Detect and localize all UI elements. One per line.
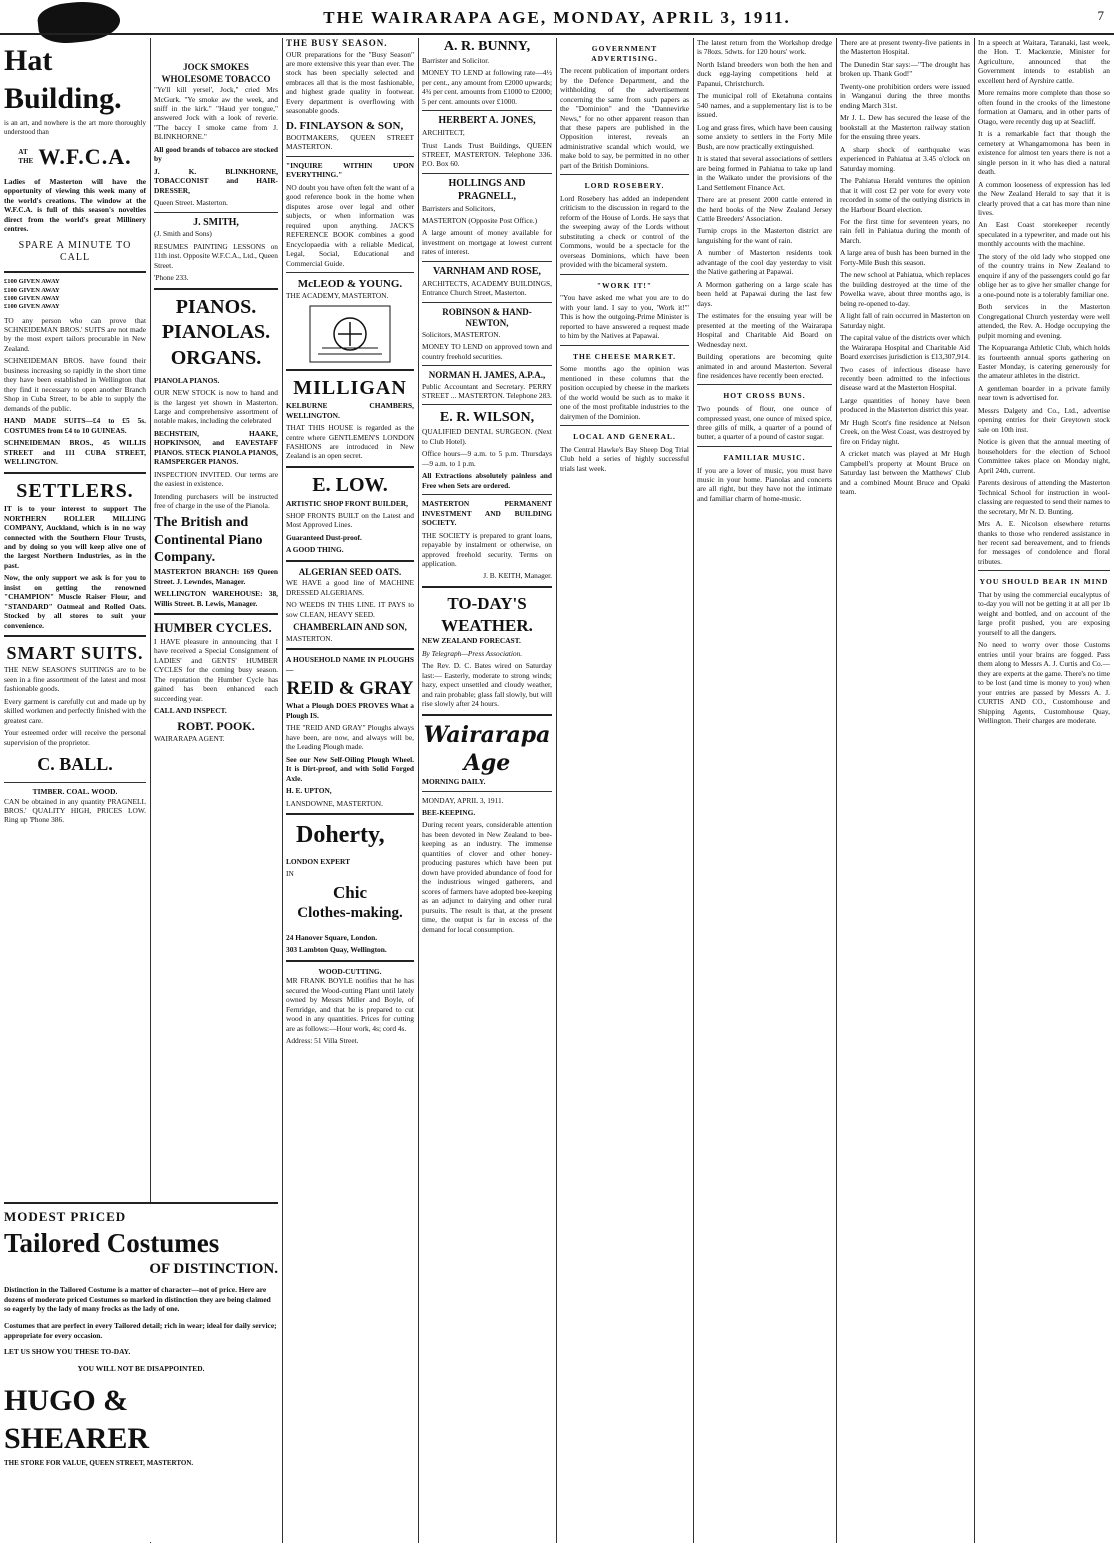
- pragnell-text: CAN be obtained in any quantity PRAGNELL BROS.' QUALITY HIGH, PRICES LOW. Ring up 'Phone 386.: [4, 796, 146, 825]
- jones-address: Trust Lands Trust Buildings, QUEEN STREET, MASTERTON. Telephone 336. P.O. Box 60.: [422, 140, 552, 169]
- news-item: An East Coast storekeeper recently speculated in a typewriter, and made out his monthly accounts with the machine.: [978, 220, 1110, 249]
- mcleod-title: McLEOD & YOUNG.: [297, 277, 403, 290]
- hugo-shearer-sub: THE STORE FOR VALUE, QUEEN STREET, MASTERTON.: [4, 1458, 194, 1467]
- work-it-title: "WORK IT!": [596, 280, 653, 290]
- norman-sub: Public Accountant and Secretary. PERRY STREET ... MASTERTON. Telephone 283.: [422, 381, 552, 401]
- settlers-body: IT is to your interest to support The NORTHERN ROLLER MILLING COMPANY, Auckland, which is in no way connected with the Southern Flour Trusts, and by doing so you will keep alive one of the largest Northern Industries, as in the past.: [4, 504, 146, 570]
- doherty-address-1: 24 Hanover Square, London.: [286, 932, 378, 942]
- news-item: Turnip crops in the Masterton district are languishing for the want of rain.: [697, 226, 832, 245]
- news-item: Parents desirous of attending the Masterton Technical School for instruction in wool-classing are requested to send their names to the secretary, Mr N. D. Bunting.: [978, 478, 1110, 516]
- masthead-title: THE WAIRARAPA AGE, MONDAY, APRIL 3, 1911.: [323, 8, 791, 27]
- crest-icon: [308, 304, 392, 364]
- news-item: More remains more complete than those so often found in the crooks of the limestone formation at Oamaru, and in other parts of Otago, were recently dug up at Seacliff.: [978, 88, 1110, 126]
- wilson-sub: QUALIFIED DENTAL SURGEON. (Next to Club Hotel).: [422, 427, 552, 446]
- busy-season-title: THE BUSY SEASON.: [286, 38, 388, 48]
- column-rule: [693, 38, 694, 1543]
- doherty-title: Doherty,: [296, 822, 385, 849]
- schneideman-text-4: SCHNEIDEMAN BROS., 45 WILLIS STREET and 111 CUBA STREET, WELLINGTON.: [4, 438, 146, 467]
- schneideman-text-1: TO any person who can prove that SCHNEIDEMAN BROS.' SUITS are not made by the most expert tailors procurable in New Zealand.: [4, 315, 146, 353]
- bunny-body: MONEY TO LEND at following rate—4½ per cent., any amount from £2000 upwards; 4¾ per cent. amounts from £1000 to £2000; 5 per cent. amounts over £1000.: [422, 68, 552, 106]
- smart-suits-title: SMART SUITS.: [6, 643, 144, 664]
- column-8: [978, 38, 1110, 1543]
- clothes-making: Clothes-making.: [297, 904, 403, 921]
- distinction-body: Distinction in the Tailored Costume is a matter of character—not of price. Here are dozens of moderate priced Costumes so marked in distinction they are being claimed so eagerly by the lady of many frocks as the lady of one.: [4, 1285, 271, 1314]
- weather-body: The Rev. D. C. Bates wired on Saturday last:— Easterly, moderate to strong winds; hazy, expect unsettled and cloudy weather, and rain probable; glass fall slowly, but will rise slowly after 24 hours.: [422, 661, 552, 709]
- no-weeds: NO WEEDS IN THIS LINE. IT PAYS to sow CLEAN, HEAVY SEED.: [286, 600, 414, 619]
- govt-advertising-body: The recent publication of important orders by the Defence Department, and the withholding of the advertisement concerning the same from such papers as the "Dominion" and the "Dannevirke News," for no other apparent reason than that these papers are published in the Opposition interest, reveals an administrative scandal which would, we make bold to say, be permitted in no other part of the British Dominions.: [560, 66, 689, 170]
- building-society-title: MASTERTON PERMANENT INVESTMENT AND BUILDING SOCIETY.: [422, 499, 552, 528]
- cheese-market-title: THE CHEESE MARKET.: [572, 351, 677, 361]
- wairarapa-age-title: Wairarapa Age: [423, 721, 551, 776]
- robinson-sub: Solicitors, MASTERTON.: [422, 329, 501, 339]
- piano-body-2: Intending purchasers will be instructed free of charge in the use of the Pianola.: [154, 491, 278, 511]
- of-distinction: OF DISTINCTION.: [149, 1261, 278, 1278]
- jock-stocked: All good brands of tobacco are stocked by: [154, 144, 278, 164]
- news-item: The capital value of the districts over which the Wairarapa Hospital and Charitable Aid Board exercises jurisdiction is £13,307,914.: [840, 333, 970, 362]
- boyle-body: MR FRANK BOYLE notifies that he has secured the Wood-cutting Plant until lately owned by Messrs Miller and Boyle, of Fernridge, and that he is prepared to cut wood in any quantities. Prices for cutting are as follows:—Hour work, 4s; cord 4s.: [286, 976, 414, 1033]
- news-item: A large area of bush has been burned in the Forty-Mile Bush this season.: [840, 248, 970, 267]
- news-item: The estimates for the ensuing year will be presented at the meeting of the Wairarapa Hospital and Charitable Aid Board on Wednesday next.: [697, 311, 832, 349]
- upton-title: H. E. UPTON,: [286, 786, 332, 796]
- bee-keeping-body: During recent years, considerable attention has been devoted in New Zealand to bee-keeping as an industry. The immense quantities of clover and other honey-producing pastures which have been put down have provided abundance of food for the industrious winged gatherers, and scores of farmers have adopted bee-keeping as an adjunct to dairying and other rural pursuits. The result is that, at the present time, the output is far in excess of the demand for local consumption.: [422, 820, 552, 934]
- piano-inspection: INSPECTION INVITED. Our terms are the easiest in existence.: [154, 469, 278, 489]
- distinction-body-4: YOU WILL NOT BE DISAPPOINTED.: [77, 1364, 205, 1374]
- tailored-costumes-ad: [4, 1202, 278, 1542]
- tailored-costumes: Tailored Costumes: [4, 1227, 220, 1258]
- wilson-body: All Extractions absolutely painless and Free when Sets are ordered.: [422, 471, 552, 490]
- varnham-title: VARNHAM AND ROSE,: [433, 265, 541, 277]
- news-item: There are at present twenty-five patients in the Masterton Hospital.: [840, 38, 970, 57]
- issue-date: MONDAY, APRIL 3, 1911.: [422, 795, 504, 805]
- algerian-body: WE HAVE a good line of MACHINE DRESSED ALGERIANS.: [286, 578, 414, 597]
- news-item: Notice is given that the annual meeting of householders for the election of School Committee takes place on Monday night, April 24th, current.: [978, 437, 1110, 475]
- organs-title: ORGANS.: [170, 346, 262, 369]
- rosebery-title: LORD ROSEBERY.: [584, 181, 665, 191]
- news-item: The Pahiatua Herald ventures the opinion that it will cost £2 per vote for every vote recorded in some of the outlying districts in the Harbour Board election.: [840, 176, 970, 214]
- news-item: The municipal roll of Eketahuna contains 540 names, and a supplementary list is to be issued.: [697, 91, 832, 120]
- chic-title: Chic: [333, 882, 367, 902]
- column-2: [154, 38, 278, 1198]
- news-item: It is a remarkable fact that though the cemetery at Whangamomona has been in existence for almost ten years there is not a single person in it who has died a natural death.: [978, 129, 1110, 177]
- inquire-body: NO doubt you have often felt the want of a good reference book in the home when disputes arose over legal and other subjects, or when information was required upon anything. JACK'S REFERENCE BOOK combines a good Encyclopaedia with a reliable Medical, Legal, Social, Educational and Commercial Guide.: [286, 182, 414, 268]
- milligan-sub: KELBURNE CHAMBERS, WELLINGTON.: [286, 401, 414, 420]
- boyle-address: Address: 51 Villa Street.: [286, 1035, 359, 1045]
- giveaway-3: £100 GIVEN AWAY: [4, 294, 60, 302]
- blinkhorne-address: Queen Street. Masterton.: [154, 198, 228, 208]
- british-piano-company: The British and Continental Piano Company.: [154, 514, 263, 566]
- reid-gray-sub: What a Plough DOES PROVES What a Plough IS.: [286, 701, 414, 720]
- inquire-title: "INQUIRE WITHIN UPON EVERYTHING.": [286, 160, 414, 180]
- robinson-body: MONEY TO LEND on approved town and country freehold securities.: [422, 342, 552, 361]
- smart-suits-body-3: Your esteemed order will receive the personal supervision of the proprietor.: [4, 728, 146, 747]
- pook-title: ROBT. POOK.: [177, 718, 255, 733]
- robinson-title: ROBINSON & HAND-NEWTON,: [442, 306, 532, 329]
- news-item: A cricket match was played at Mr Hugh Campbell's property at Mount Bruce on Saturday last between the Matthews' Club and a combined Mount Bruce and Opaki team.: [840, 449, 970, 497]
- column-4: [422, 38, 552, 1543]
- humber-call: CALL AND INSPECT.: [154, 706, 227, 716]
- bunny-title: A. R. BUNNY,: [443, 39, 531, 54]
- news-item: Both services in the Masterton Congregational Church yesterday were well attended, the Rev. A. Hodge occupying the pulpit morning and evening.: [978, 302, 1110, 340]
- low-title: E. LOW.: [312, 473, 388, 496]
- column-rule: [418, 38, 419, 1543]
- cball-title: C. BALL.: [37, 754, 113, 774]
- news-item: Mr Hugh Scott's fine residence at Nelson Creek, on the West Coast, was destroyed by fire on Friday night.: [840, 417, 970, 446]
- column-rule: [974, 38, 975, 1543]
- news-item: The Kopuaranga Athletic Club, which holds its fourteenth annual sports gathering on Easter Monday, is catering generously for the amateur athletes in the district.: [978, 343, 1110, 381]
- wellington-warehouse: WELLINGTON WAREHOUSE: 38, Willis Street. B. Lewis, Manager.: [154, 589, 278, 608]
- modest-priced: MODEST PRICED: [4, 1209, 127, 1224]
- reid-gray-body: THE "REID AND GRAY" Ploughs always have been, are now, and always will be, the Leading Plough made.: [286, 723, 414, 752]
- distinction-body-3: LET US SHOW YOU THESE TO-DAY.: [4, 1347, 131, 1357]
- hollings-sub: Barristers and Solicitors,: [422, 203, 496, 213]
- humber-body: I HAVE pleasure in announcing that I have received a Special Consignment of LADIES' and GENTS' HUMBER CYCLES for the coming busy season. The reputation the Humber Cycle has gained has been enhanced each succeeding year.: [154, 636, 278, 703]
- smith-title: J. SMITH,: [193, 216, 239, 228]
- news-item: The Dunedin Star says:—"The drought has broken up. Thank God!": [840, 59, 970, 79]
- bee-keeping-title: BEE-KEEPING.: [422, 807, 476, 817]
- hat-building-title: Hat Building.: [4, 44, 122, 116]
- algerian-title: ALGERIAN SEED OATS.: [298, 566, 402, 577]
- hollings-body: A large amount of money available for investment on mortgage at lowest current rates of interest.: [422, 228, 552, 257]
- hollings-address: MASTERTON (Opposite Post Office.): [422, 215, 538, 225]
- wilson-hours: Office hours—9 a.m. to 5 p.m. Thursdays—9 a.m. to 1 p.m.: [422, 449, 552, 468]
- ladies-notice: Ladies of Masterton will have the opportunity of viewing this week many of the world's creations. The window at the W.F.C.A. is full of this season's novelties direct from the world's great Millinery centres.: [4, 176, 146, 234]
- wood-cutting-title: WOOD-CUTTING.: [318, 966, 382, 976]
- hot-cross-buns-body: Two pounds of flour, one ounce of compressed yeast, one ounce of mixed spice, three gills of milk, a quarter of a pound of butter, a quarter of a pound of castor sugar.: [697, 404, 832, 442]
- giveaway-4: £100 GIVEN AWAY: [4, 303, 60, 311]
- bunny-sub: Barrister and Solicitor.: [422, 55, 490, 65]
- news-item: A light fall of rain occurred in Masterton on Saturday night.: [840, 311, 970, 330]
- govt-advertising-title: GOVERNMENT ADVERTISING.: [591, 44, 658, 63]
- reid-gray-body-2: See our New Self-Oiling Plough Wheel. It is Dirt-proof, and with Solid Forged Axle.: [286, 754, 414, 783]
- work-it-body: "You have asked me what you are to do with your land. I say to you, 'Work it!'" This is how the outgoing-Prime Minister is reported to have answered a request made to him by the Natives at Papawai.: [560, 293, 689, 341]
- weather-sub: NEW ZEALAND FORECAST.: [422, 636, 521, 646]
- news-item: The story of the old lady who stopped one of the country trains in New Zealand to enquire if any of the passengers could go far oblige her as to give her smaller change for a one-pound note is a tolerably familiar one.: [978, 251, 1110, 299]
- norman-title: NORMAN H. JAMES, A.P.A.,: [428, 370, 546, 381]
- smart-suits-body-2: Every garment is carefully cut and made up by skilled workmen and perfectly finished with the greatest care.: [4, 696, 146, 725]
- schneideman-text-2: SCHNEIDEMAN BROS. have found their business increasing so rapidly in the short time they have been established in Wellington that they find it necessary to open another Branch Shop in Cuba Street, to be able to supply the demands of the public.: [4, 356, 146, 413]
- hat-building-sub: is an art, and nowhere is the art more thoroughly understood than: [4, 118, 146, 136]
- schneideman-text-3: HAND MADE SUITS—£4 to £5 5s. COSTUMES from £4 to 10 GUINEAS.: [4, 416, 146, 435]
- masthead-rule: [0, 33, 1114, 35]
- news-item: Messrs Dalgety and Co., Ltd., advertise opening entries for their Greytown stock sale on 10th inst.: [978, 405, 1110, 434]
- masterton-branch: MASTERTON BRANCH: 169 Queen Street. J. Lewndes, Manager.: [154, 567, 278, 586]
- timber-title: TIMBER. COAL. WOOD.: [32, 787, 118, 797]
- settlers-body-2: Now, the only support we ask is for you to insist on getting the renowned "CHAMPION" Muscle Raiser Flour, and "STANDARD" Oatmeal and Rolled Oats. Stocked by all stores to suit your convenience.: [4, 573, 146, 630]
- settlers-title: SETTLERS.: [16, 479, 134, 502]
- news-item: Large quantities of honey have been produced in the Masterton district this year.: [840, 395, 970, 415]
- piano-makes: BECHSTEIN, HAAKE, HOPKINSON, and EAVESTAFF PIANOS. STECK PIANOLA PIANOS, RAMSPERGER PIANOS.: [154, 428, 278, 467]
- news-item: A Mormon gathering on a large scale has been held at Papawai during the last few days.: [697, 279, 832, 308]
- low-guaranteed: Guaranteed Dust-proof.: [286, 532, 362, 542]
- news-item: A gentleman boarder in a private family near town is advertised for.: [978, 383, 1110, 403]
- page-number: 7: [1097, 8, 1104, 23]
- news-item: Log and grass fires, which have been causing some anxiety to settlers in the Forty Mile Bush, are now practically extinguished.: [697, 122, 832, 151]
- busy-season-body: OUR preparations for the "Busy Season" are more extensive this year than ever. The stock has been specially selected and embraces all that is the most fashionable, and highest grade quality in footwear. Every department is overflowing with seasonable goods.: [286, 49, 414, 116]
- hugo-shearer-title: HUGO & SHEARER: [4, 1383, 150, 1456]
- familiar-music-title: FAMILIAR MUSIC.: [723, 452, 806, 462]
- news-item: North Island breeders won both the hen and duck egg-laying competitions held at Papanui, Christchurch.: [697, 59, 832, 88]
- news-item: In a speech at Waitara, Taranaki, last week, the Hon. T. Mackenzie, Minister for Agriculture, announced that the Government intends to establish an excellent herd of Ayrshire cattle.: [978, 38, 1110, 85]
- smith-body: RESUMES PAINTING LESSONS on 11th inst. Opposite W.F.C.A., Ltd., Queen Street.: [154, 241, 278, 270]
- chamberlain-title: CHAMBERLAIN AND SON,: [293, 622, 407, 633]
- distinction-body-2: Costumes that are perfect in every Tailored detail; rich in wear; ideal for daily service; appropriate for every occasion.: [4, 1321, 277, 1340]
- jock-body: "Ye'll kill yersel', Jock," cried Mrs McGurk. "Ye smoke aw the week, and sniff in the kirk." "Haud yer tongue," answered Jock with a look of reverie. "The baccy I smoke came from J. BLINKHORNE.": [154, 85, 278, 142]
- doherty-address-2: 303 Lambton Quay, Wellington.: [286, 945, 387, 955]
- local-general-title: LOCAL AND GENERAL.: [573, 432, 676, 442]
- column-rule: [836, 38, 837, 1543]
- pianos-title: PIANOS.: [175, 295, 257, 318]
- news-item: The new school at Pahiatua, which replaces the building destroyed at the time of the Powelka wave, about three months ago, is being re-opened to-day.: [840, 270, 970, 308]
- giveaway-2: £100 GIVEN AWAY: [4, 286, 60, 294]
- low-body: SHOP FRONTS BUILT on the Latest and Most Approved Lines.: [286, 510, 414, 530]
- column-7: [840, 38, 970, 1543]
- pianola-pianos: PIANOLA PIANOS.: [154, 375, 220, 385]
- low-good-thing: A GOOD THING.: [286, 545, 344, 555]
- local-general-body: The Central Hawke's Bay Sheep Dog Trial Club held a series of highly successful trials last week.: [560, 444, 689, 473]
- at-the: AT THE: [18, 147, 34, 165]
- news-item: There are at present 2000 cattle entered in the herd books of the New Zealand Jersey Cattle Breeders' Association.: [697, 195, 832, 223]
- wfca-title: W.F.C.A.: [38, 143, 132, 169]
- in-label: IN: [286, 869, 294, 879]
- pianolas-title: PIANOLAS.: [161, 321, 271, 344]
- news-item: A common looseness of expression has led the New Zealand Herald to say that it is clearly proved that a cat has more than nine lives.: [978, 179, 1110, 217]
- smith-sub: (J. Smith and Sons): [154, 229, 212, 239]
- news-item: The latest return from the Workshop dredge is 78ozs. 5dwts. for 120 hours' work.: [697, 38, 832, 57]
- chamberlain-sub: MASTERTON.: [286, 633, 333, 643]
- cheese-market-body: Some months ago the opinion was mentioned in these columns that the position occupied by cheese in the markets of the world would be such as to make it one of the most profitable industries to the dairymen of the Dominion.: [560, 364, 689, 421]
- finlayson-sub: BOOTMAKERS, QUEEN STREET MASTERTON.: [286, 132, 414, 152]
- news-item: A sharp shock of earthquake was experienced in Pahiatua at 3.45 o'clock on Saturday morning.: [840, 144, 970, 173]
- varnham-sub: ARCHITECTS, ACADEMY BUILDINGS, Entrance Church Street, Masterton.: [422, 278, 552, 298]
- finlayson-title: D. FINLAYSON & SON,: [286, 119, 404, 132]
- bear-in-mind-body: That by using the commercial eucalyptus of to-day you will not be getting it at all per 1b weight and bottled, and on account of the large profit pushed, you are exposing yourself to all the dangers.: [978, 589, 1110, 637]
- london-expert: LONDON EXPERT: [286, 856, 351, 866]
- column-rule: [556, 38, 557, 1543]
- news-item: Two cases of infectious disease have recently been admitted to the infectious disease ward at the Masterton Hospital.: [840, 364, 970, 393]
- column-6: [697, 38, 832, 1543]
- bear-in-mind-title: YOU SHOULD BEAR IN MIND: [979, 577, 1109, 587]
- piano-body: OUR NEW STOCK is now to hand and is the largest yet shown in Masterton. Large and comprehensive assortment of notable makes, including the celebrated: [154, 388, 278, 426]
- column-3: [286, 38, 414, 1543]
- household-name: A HOUSEHOLD NAME IN PLOUGHS—: [286, 655, 414, 674]
- jones-title: HERBERT A. JONES,: [438, 115, 536, 127]
- spare-minute: SPARE A MINUTE TO CALL: [18, 239, 132, 264]
- news-item: A number of Masterton residents took advantage of the cool day yesterday to visit the Native gathering at Papawai.: [697, 248, 832, 277]
- pook-sub: WAIRARAPA AGENT.: [154, 734, 225, 743]
- mcleod-sub: THE ACADEMY, MASTERTON.: [286, 291, 389, 301]
- news-item: Twenty-one prohibition orders were issued in Wanganui during the three months ending March 31st.: [840, 81, 970, 110]
- wilson-title: E. R. WILSON,: [439, 410, 535, 426]
- smith-phone: 'Phone 233.: [154, 273, 189, 283]
- jones-sub: ARCHITECT,: [422, 128, 465, 138]
- news-item: No need to worry over those Customs entries until your brains are fogged. Pass them along to Messrs A. J. Curtis and Co.—they are experts at the game. There's no time to be lost (and time is money to you) when your entries are passed by Messrs A. J. CURTIS AND CO., Customhouse and Shipping Agents, Customhouse Quay, Wellington. Their charges are moderate.: [978, 640, 1110, 726]
- jock-title: JOCK SMOKES WHOLESOME TOBACCO: [161, 62, 271, 84]
- weather-title: TO-DAY'S WEATHER.: [441, 593, 533, 635]
- news-item: For the first time for seventeen years, no rain fell in Pahiatua during the month of March.: [840, 216, 970, 245]
- news-item: Mr J. L. Dew has secured the lease of the bookstall at the Masterton railway station for the ensuing three years.: [840, 113, 970, 142]
- milligan-body: THAT THIS HOUSE is regarded as the centre where GENTLEMEN'S LONDON FASHIONS are introduced in New Zealand is an open secret.: [286, 423, 414, 461]
- column-rule: [282, 38, 283, 1543]
- humber-title: HUMBER CYCLES.: [154, 620, 272, 636]
- hollings-title: HOLLINGS AND PRAGNELL,: [448, 177, 526, 202]
- weather-by: By Telegraph—Press Association.: [422, 648, 523, 658]
- hot-cross-buns-title: HOT CROSS BUNS.: [723, 391, 806, 401]
- rosebery-body: Lord Rosebery has added an independent criticism to the discussion in regard to the reform of the House of Lords. He says that the sweeping away of the Lords without substituting a check or control of the Commons, would be a spectacle for the overseas Dominions, which have been provided with the bicameral system.: [560, 193, 689, 270]
- milligan-title: MILLIGAN: [293, 376, 407, 399]
- familiar-music-body: If you are a lover of music, you must have music in your home. Pianolas and concerts are all right, but they have not the intimate and familiar charm of home-music.: [697, 465, 832, 503]
- blinkhorne: J. K. BLINKHORNE, TOBACCONIST and HAIR-DRESSER,: [154, 166, 278, 195]
- upton-sub: LANSDOWNE, MASTERTON.: [286, 798, 383, 808]
- smart-suits-body: THE NEW SEASON'S SUITINGS are to be seen in a fine assortment of the latest and most fashionable goods.: [4, 665, 146, 694]
- news-item: Mrs A. E. Nicolson elsewhere returns thanks to those who rendered assistance in her recent sad bereavement, and to friends for messages of condolence and floral tributes.: [978, 519, 1110, 566]
- reid-gray-title: REID & GRAY: [286, 678, 414, 700]
- news-item: Building operations are becoming quite animated in and around Masterton. Several fine residences have recently been erected.: [697, 352, 832, 380]
- morning-daily: MORNING DAILY.: [422, 777, 486, 787]
- column-5: [560, 38, 689, 1543]
- building-society-body: THE SOCIETY is prepared to grant loans, repayable by instalment or otherwise, on approved freehold security. Terms on application.: [422, 530, 552, 569]
- masthead: [0, 0, 1114, 34]
- giveaway-1: £100 GIVEN AWAY: [4, 278, 60, 286]
- building-society-manager: J. B. KEITH, Manager.: [483, 571, 552, 581]
- news-item: It is stated that several associations of settlers are being formed in Pahiatua to take up land in the Waikato under the provisions of the Land Settlement Finance Act.: [697, 154, 832, 192]
- low-sub: ARTISTIC SHOP FRONT BUILDER,: [286, 498, 408, 508]
